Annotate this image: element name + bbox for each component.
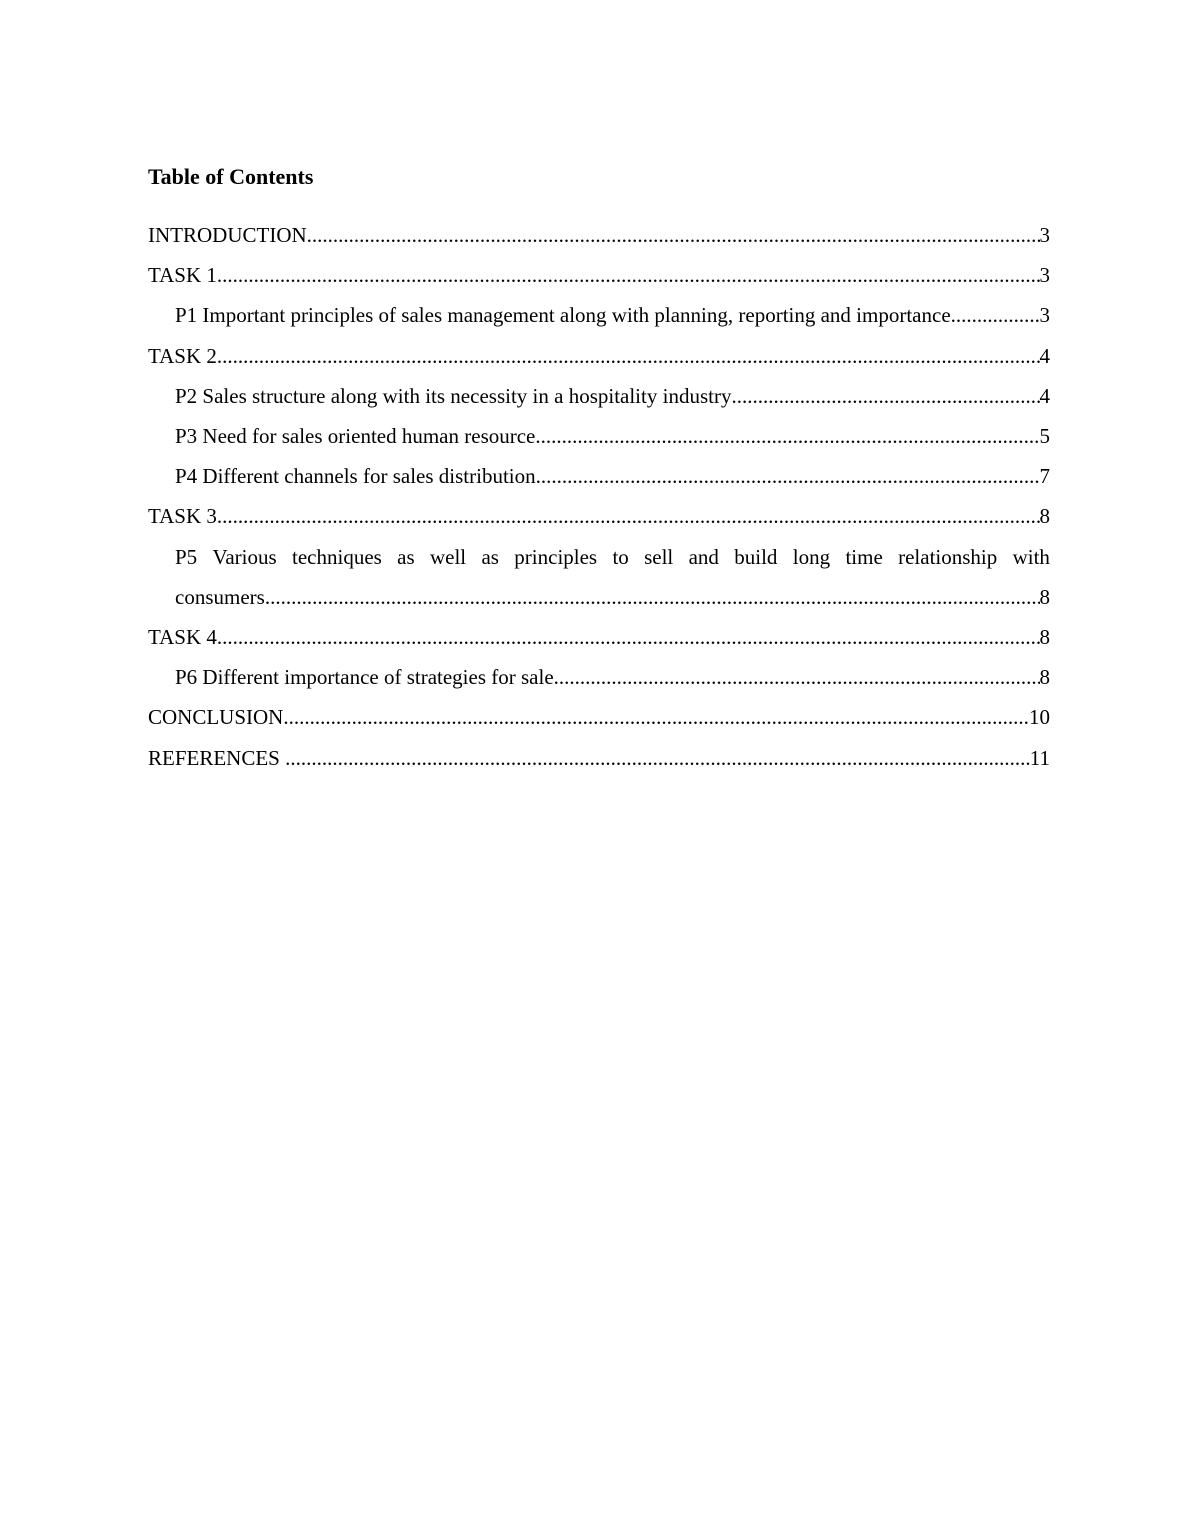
toc-entry-word: Various: [212, 544, 277, 569]
toc-entry-word: sell: [644, 544, 674, 569]
toc-entry-word: principles: [514, 544, 598, 569]
toc-entry-label: REFERENCES: [148, 745, 286, 770]
toc-page-number: 8: [1039, 665, 1050, 690]
toc-entry[interactable]: [148, 537, 1050, 617]
toc-entry-word: well: [429, 544, 467, 569]
toc-page-number: 8: [1039, 584, 1050, 609]
toc-dot-leader: [217, 496, 1040, 536]
toc-entry-label: TASK 2: [148, 343, 217, 368]
toc-dot-leader: [265, 577, 1040, 617]
toc-entry[interactable]: [148, 697, 1050, 737]
toc-dot-leader: [535, 416, 1039, 456]
toc-entry-label: P4 Different channels for sales distribution: [175, 464, 536, 489]
toc-subentry[interactable]: [148, 295, 1050, 335]
toc-entry-word: with: [1012, 544, 1050, 569]
toc-entry-word: and: [688, 544, 719, 569]
toc-entry[interactable]: [148, 215, 1050, 255]
toc-dot-leader: [951, 295, 1040, 335]
toc-dot-leader: [217, 336, 1040, 376]
toc-entry-label: P1 Important principles of sales management along with planning, reporting and importance: [175, 303, 951, 328]
toc-page-number: 11: [1029, 745, 1050, 770]
toc-entry[interactable]: [148, 255, 1050, 295]
toc-page-number: 10: [1029, 705, 1050, 730]
toc-entry-word: as: [397, 544, 415, 569]
toc-dot-leader: [217, 617, 1040, 657]
toc-entry-word: long: [792, 544, 831, 569]
toc-entry-word: to: [612, 544, 629, 569]
toc-page-number: 3: [1039, 263, 1050, 288]
toc-page-number: 3: [1039, 303, 1050, 328]
toc-entry[interactable]: [148, 738, 1050, 778]
toc-entry-word: relationship: [898, 544, 998, 569]
toc-page-number: 8: [1039, 504, 1050, 529]
toc-subentry[interactable]: [148, 456, 1050, 496]
toc-subentry[interactable]: [148, 657, 1050, 697]
toc-page-number: 5: [1039, 424, 1050, 449]
table-of-contents: [148, 162, 1050, 778]
toc-subentry[interactable]: [148, 376, 1050, 416]
toc-page-number: 8: [1039, 625, 1050, 650]
toc-title: Table of Contents: [148, 164, 314, 189]
toc-page-number: 7: [1039, 464, 1050, 489]
toc-entry-label-line2: consumers: [175, 584, 265, 609]
toc-entry-word: P5: [175, 544, 198, 569]
toc-entry-label: P6 Different importance of strategies for sale: [175, 665, 554, 690]
toc-page-number: 4: [1039, 343, 1050, 368]
toc-entry-word: build: [734, 544, 778, 569]
toc-entries: [148, 215, 1050, 778]
toc-dot-leader: [731, 376, 1039, 416]
toc-entry-word: techniques: [292, 544, 382, 569]
toc-entry-label: INTRODUCTION: [148, 223, 307, 247]
toc-entry-word: as: [481, 544, 499, 569]
toc-entry-word: time: [845, 544, 883, 569]
toc-page-number: 3: [1039, 223, 1050, 247]
toc-dot-leader: [217, 255, 1040, 295]
toc-entry[interactable]: [148, 336, 1050, 376]
toc-page-number: 4: [1039, 383, 1050, 408]
toc-entry-label: P3 Need for sales oriented human resource: [175, 424, 536, 449]
toc-dot-leader: [307, 215, 1040, 255]
toc-entry[interactable]: [148, 496, 1050, 536]
toc-entry-label: P2 Sales structure along with its necessity in a hospitality industry: [175, 383, 732, 408]
toc-dot-leader: [283, 697, 1029, 737]
toc-entry[interactable]: [148, 617, 1050, 657]
toc-dot-leader: [536, 456, 1040, 496]
toc-entry-label: CONCLUSION: [148, 705, 284, 730]
toc-dot-leader: [554, 657, 1040, 697]
toc-dot-leader: [285, 738, 1030, 778]
toc-subentry[interactable]: [148, 416, 1050, 456]
toc-entry-label: TASK 4: [148, 625, 217, 650]
toc-entry-label: TASK 3: [148, 504, 217, 529]
toc-entry-label-line1: [175, 537, 1050, 577]
toc-entry-label: TASK 1: [148, 263, 217, 288]
